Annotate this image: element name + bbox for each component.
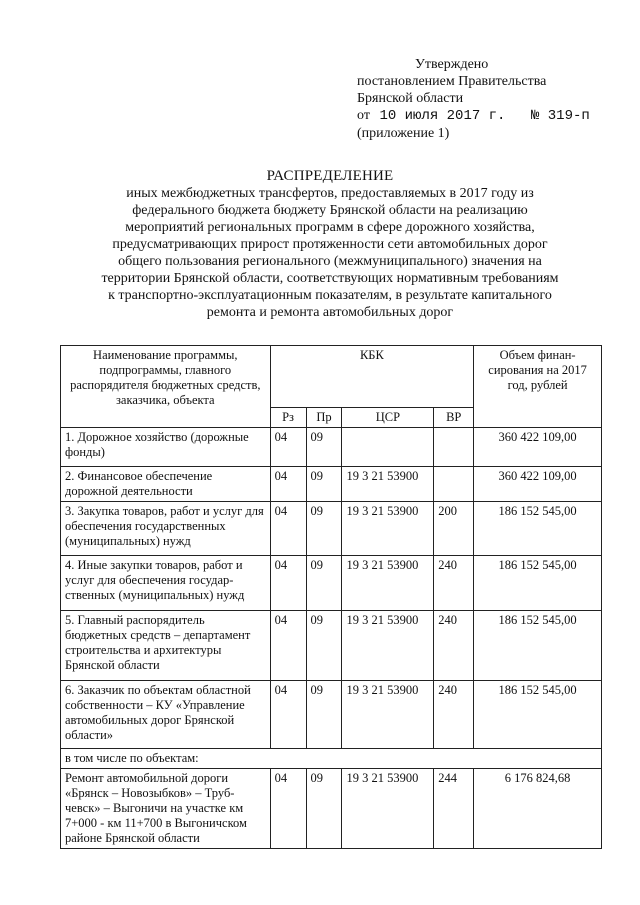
approval-date-line bbox=[357, 107, 590, 125]
header-csr: ЦСР bbox=[342, 408, 434, 428]
row-name: 6. Заказчик по объектам областной собственности – КУ «Управление автомобильных дорог Брянской области» bbox=[61, 681, 271, 749]
header-name: Наименование программы, подпрограммы, главного распорядителя бюджетных средств, заказчика, объекта bbox=[61, 346, 271, 428]
row-csr: 19 3 21 53900 bbox=[342, 769, 434, 849]
row-vr: 240 bbox=[434, 611, 474, 681]
approval-appendix: (приложение 1) bbox=[357, 126, 450, 141]
row-name: 4. Иные закупки товаров, работ и услуг для обеспечения государ-ственных (муниципальных) нужд bbox=[61, 556, 271, 611]
table-row bbox=[61, 769, 602, 849]
row-name: 3. Закупка товаров, работ и услуг для обеспечения государственных (муниципальных) нужд bbox=[61, 502, 271, 556]
table-row bbox=[61, 467, 602, 502]
approval-line-2: постановлением Правительства bbox=[357, 74, 547, 89]
title-heading: РАСПРЕДЕЛЕНИЕ bbox=[266, 168, 394, 184]
row-rz: 04 bbox=[270, 681, 306, 749]
row-amount: 186 152 545,00 bbox=[474, 611, 602, 681]
row-vr: 240 bbox=[434, 556, 474, 611]
title-line: территории Брянской области, соответствующих нормативным требованиям bbox=[101, 271, 559, 286]
row-amount: 360 422 109,00 bbox=[474, 467, 602, 502]
row-csr: 19 3 21 53900 bbox=[342, 502, 434, 556]
row-vr bbox=[434, 467, 474, 502]
table-header-row bbox=[61, 346, 602, 408]
row-pr: 09 bbox=[306, 428, 342, 467]
title-line: иных межбюджетных трансфертов, предоставляемых в 2017 году из bbox=[126, 186, 534, 201]
header-amount: Объем финан-сирования на 2017 год, рублей bbox=[474, 346, 602, 428]
table-row bbox=[61, 681, 602, 749]
row-rz: 04 bbox=[270, 769, 306, 849]
title-line: ремонта и ремонта автомобильных дорог bbox=[206, 305, 454, 320]
row-pr: 09 bbox=[306, 556, 342, 611]
title-line: мероприятий региональных программ в сфере дорожного хозяйства, bbox=[125, 220, 535, 235]
approval-stamp bbox=[357, 56, 590, 142]
header-rz: Рз bbox=[270, 408, 306, 428]
row-rz: 04 bbox=[270, 467, 306, 502]
row-csr: 19 3 21 53900 bbox=[342, 681, 434, 749]
row-amount: 6 176 824,68 bbox=[474, 769, 602, 849]
row-csr: 19 3 21 53900 bbox=[342, 556, 434, 611]
title-line: предусматривающих прирост протяженности сети автомобильных дорог bbox=[112, 237, 548, 252]
row-pr: 09 bbox=[306, 467, 342, 502]
approval-date-prefix: от bbox=[357, 108, 370, 123]
row-csr: 19 3 21 53900 bbox=[342, 611, 434, 681]
row-rz: 04 bbox=[270, 556, 306, 611]
header-vr: ВР bbox=[434, 408, 474, 428]
approval-date: 10 июля 2017 г. bbox=[379, 108, 506, 124]
table-subheader bbox=[61, 749, 602, 769]
table-row bbox=[61, 502, 602, 556]
row-pr: 09 bbox=[306, 502, 342, 556]
row-name: 2. Финансовое обеспечение дорожной деятельности bbox=[61, 467, 271, 502]
row-vr bbox=[434, 428, 474, 467]
row-name: 5. Главный распорядитель бюджетных средств – департамент строительства и архитектуры Брянской области bbox=[61, 611, 271, 681]
table-row bbox=[61, 428, 602, 467]
objects-subheader: в том числе по объектам: bbox=[61, 749, 602, 769]
title-line: общего пользования регионального (межмуниципального) значения на bbox=[118, 254, 542, 269]
row-rz: 04 bbox=[270, 428, 306, 467]
row-csr: 19 3 21 53900 bbox=[342, 467, 434, 502]
row-amount: 360 422 109,00 bbox=[474, 428, 602, 467]
title-line: федерального бюджета бюджету Брянской области на реализацию bbox=[132, 203, 528, 218]
row-rz: 04 bbox=[270, 611, 306, 681]
approval-line-3: Брянской области bbox=[357, 91, 464, 106]
title-line: к транспортно-эксплуатационным показателям, в результате капитального bbox=[108, 288, 552, 303]
header-pr: Пр bbox=[306, 408, 342, 428]
row-pr: 09 bbox=[306, 611, 342, 681]
approval-line-1: Утверждено bbox=[415, 57, 489, 72]
row-name: 1. Дорожное хозяйство (дорожные фонды) bbox=[61, 428, 271, 467]
row-amount: 186 152 545,00 bbox=[474, 502, 602, 556]
distribution-table bbox=[60, 345, 602, 849]
row-pr: 09 bbox=[306, 681, 342, 749]
document-title bbox=[60, 168, 600, 321]
table-row bbox=[61, 556, 602, 611]
row-rz: 04 bbox=[270, 502, 306, 556]
approval-number: № 319-п bbox=[530, 108, 590, 124]
row-vr: 200 bbox=[434, 502, 474, 556]
row-vr: 240 bbox=[434, 681, 474, 749]
row-name: Ремонт автомобильной дороги «Брянск – Новозыбков» – Труб-чевск» – Выгоничи на участке км 7+000 - км 11+700 в Выгоничском районе Брянской области bbox=[61, 769, 271, 849]
row-pr: 09 bbox=[306, 769, 342, 849]
row-vr: 244 bbox=[434, 769, 474, 849]
row-amount: 186 152 545,00 bbox=[474, 556, 602, 611]
row-amount: 186 152 545,00 bbox=[474, 681, 602, 749]
header-kbk: КБК bbox=[270, 346, 474, 408]
row-csr bbox=[342, 428, 434, 467]
table-row bbox=[61, 611, 602, 681]
